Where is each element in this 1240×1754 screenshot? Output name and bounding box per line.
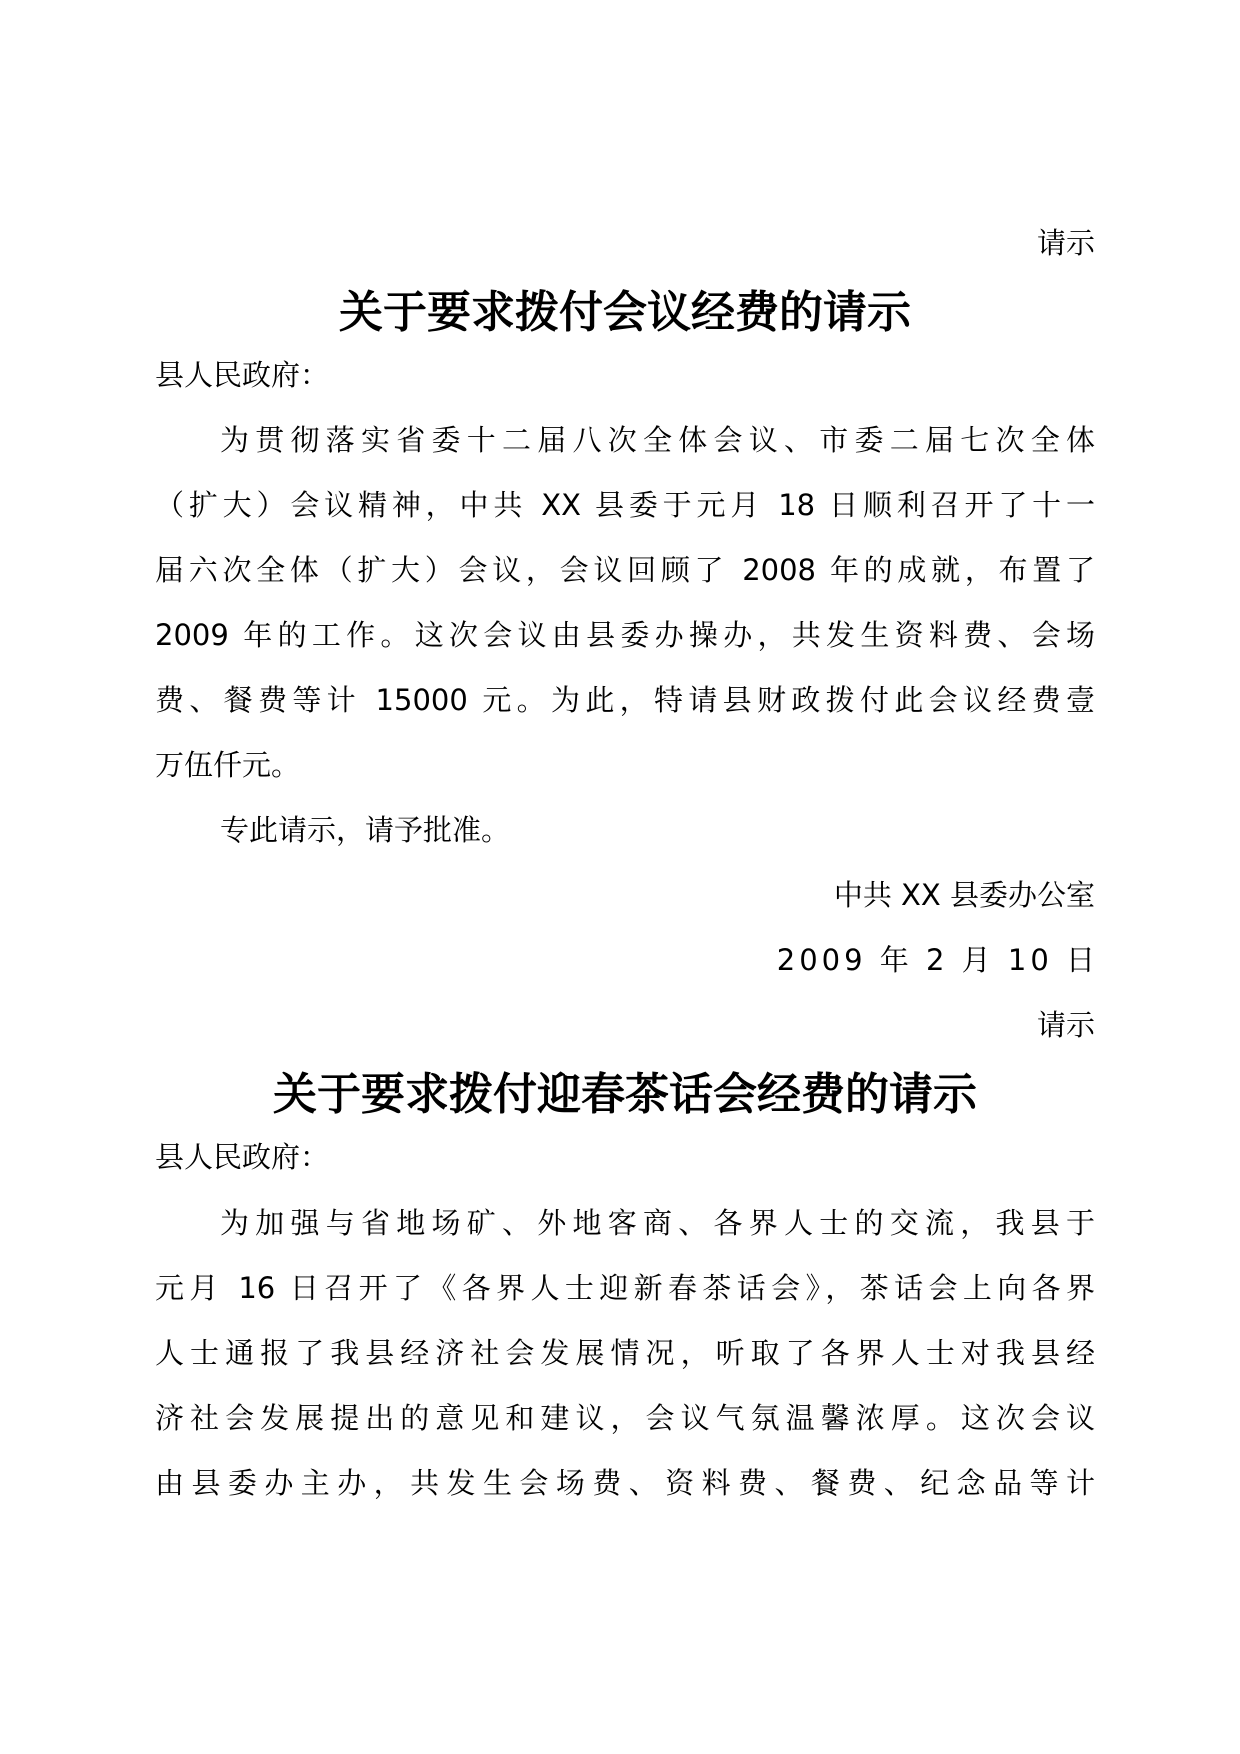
doc2-body-line-1: 为加强与省地场矿、外地客商、各界人士的交流，我县于	[220, 1206, 1095, 1240]
doc2-type-label: 请示	[1036, 1008, 1095, 1042]
doc1-closing: 专此请示，请予批准。	[220, 813, 511, 847]
doc1-body-line-1: 为贯彻落实省委十二届八次全体会议、市委二届七次全体	[220, 423, 1095, 457]
doc2-body-line-4: 济社会发展提出的意见和建议，会议气氛温馨浓厚。这次会议	[155, 1401, 1095, 1435]
doc1-body-line-2: （扩大）会议精神，中共 XX 县委于元月 18 日顺利召开了十一	[155, 488, 1095, 522]
doc1-addressee: 县人民政府：	[155, 358, 330, 392]
doc1-signature: 中共 XX 县委办公室	[833, 878, 1095, 912]
doc1-body-line-4: 2009 年的工作。这次会议由县委办操办，共发生资料费、会场	[155, 618, 1095, 652]
doc2-addressee: 县人民政府：	[155, 1140, 330, 1174]
doc1-type-label: 请示	[1036, 226, 1095, 260]
doc2-title: 关于要求拨付迎春茶话会经费的请示	[273, 1069, 977, 1120]
doc2-body-line-2: 元月 16 日召开了《各界人士迎新春茶话会》，茶话会上向各界	[155, 1271, 1095, 1305]
doc2-body-line-3: 人士通报了我县经济社会发展情况，听取了各界人士对我县经	[155, 1336, 1095, 1370]
doc1-body-line-6: 万伍仟元。	[155, 748, 301, 782]
doc1-body-line-3: 届六次全体（扩大）会议，会议回顾了 2008 年的成就，布置了	[155, 553, 1095, 587]
doc1-date: 2009 年 2 月 10 日	[776, 943, 1099, 977]
doc2-body-line-5: 由县委办主办，共发生会场费、资料费、餐费、纪念品等计	[155, 1466, 1095, 1500]
doc1-title: 关于要求拨付会议经费的请示	[339, 287, 911, 338]
doc1-body-line-5: 费、餐费等计 15000 元。为此，特请县财政拨付此会议经费壹	[155, 683, 1095, 717]
